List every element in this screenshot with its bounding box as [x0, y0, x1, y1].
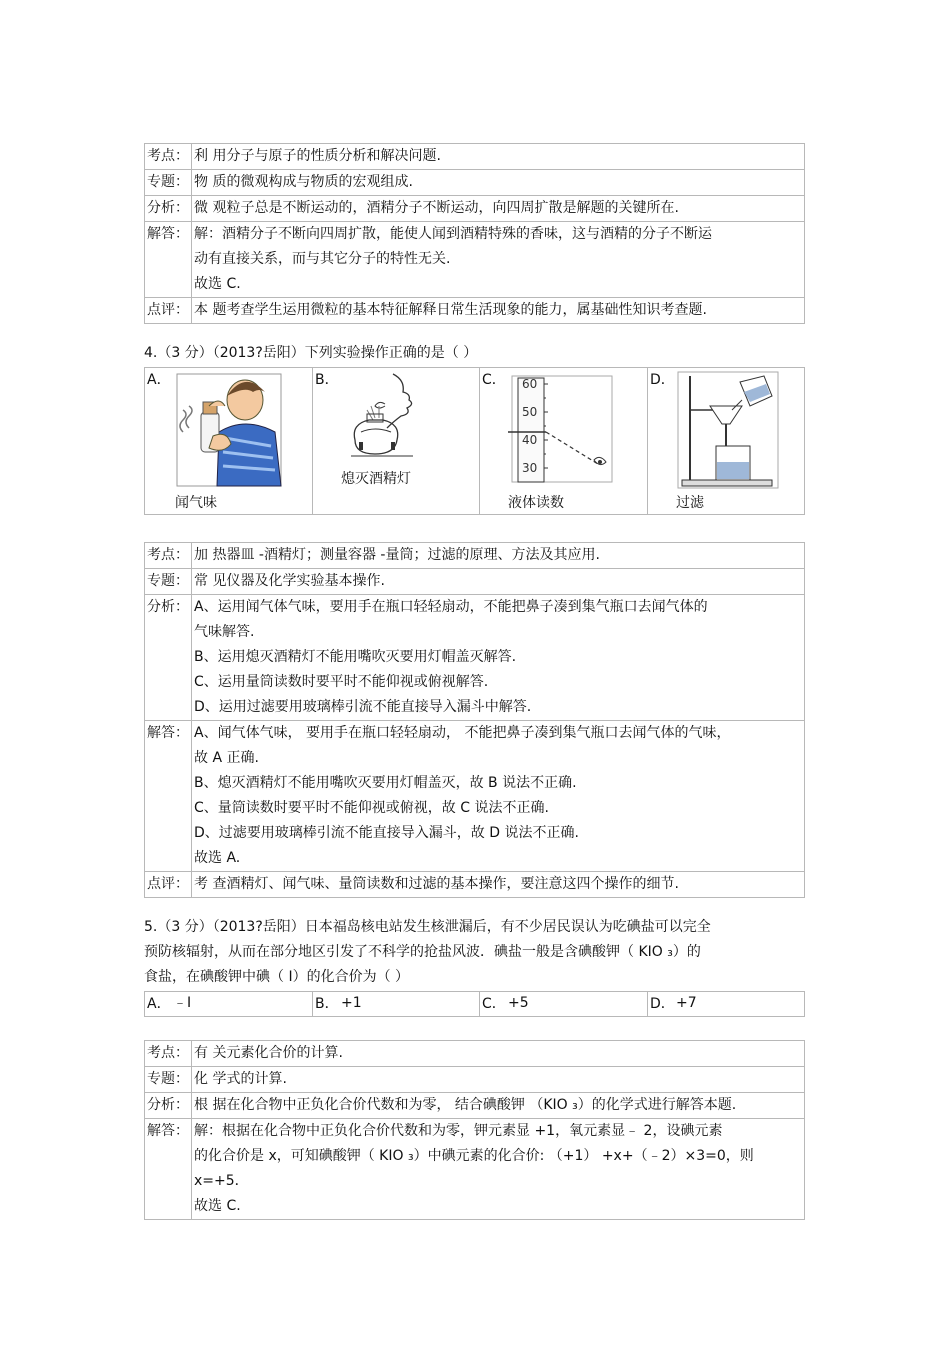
- dianping-text: 考 查酒精灯、闻气味、量筒读数和过滤的基本操作，要注意这四个操作的细节.: [192, 872, 805, 898]
- zhuanti-row: [145, 1067, 805, 1093]
- dianping-row: [145, 298, 805, 324]
- zhuanti-text: 常 见仪器及化学实验基本操作.: [192, 569, 805, 595]
- stem-line: 预防核辐射，从而在部分地区引发了不科学的抢盐风波．碘盐一般是含碘酸钾（ KIO ₃）的: [144, 944, 701, 960]
- tick-label: 50: [522, 405, 538, 419]
- question-5-stem: [144, 915, 711, 990]
- analysis-table-q4: [144, 542, 805, 898]
- option-a-caption: 闻气味: [175, 495, 217, 511]
- kaodian-row: [145, 1041, 805, 1067]
- option-c-letter: C．: [482, 996, 506, 1012]
- zhuanti-text: 物 质的微观构成与物质的宏观组成.: [192, 170, 805, 196]
- fenxi-line: 气味解答.: [194, 624, 255, 640]
- tick-label: 30: [522, 461, 538, 475]
- option-b-value: +1: [341, 995, 362, 1011]
- jieda-line: x=+5．: [194, 1173, 249, 1189]
- jieda-line: 故选 C.: [194, 1198, 241, 1214]
- stem-line: 食盐，在碘酸钾中碘（ I）的化合价为（ ）: [144, 969, 410, 985]
- jieda-line: 故 A 正确.: [194, 750, 259, 766]
- option-d[interactable]: [648, 992, 805, 1017]
- option-c-letter: C．: [482, 372, 506, 388]
- question-4-options: [144, 367, 805, 515]
- kaodian-label: 考点：: [145, 1041, 192, 1067]
- jieda-text: [192, 1119, 805, 1220]
- option-a[interactable]: [145, 992, 313, 1017]
- option-a-letter: A．: [147, 372, 171, 388]
- jieda-text: [192, 222, 805, 298]
- option-b-letter: B．: [315, 372, 339, 388]
- question-4-stem: 4.（3 分）（2013?岳阳）下列实验操作正确的是（ ）: [144, 345, 478, 361]
- fenxi-text: 微 观粒子总是不断运动的，酒精分子不断运动，向四周扩散是解题的关键所在.: [192, 196, 805, 222]
- option-b[interactable]: [313, 368, 480, 515]
- filtration-figure: [676, 370, 780, 490]
- jieda-line: 解：根据在化合物中正负化合价代数和为零，钾元素显 +1，氧元素显﹣ 2，设碘元素: [194, 1123, 723, 1139]
- option-d[interactable]: [648, 368, 805, 515]
- fenxi-label: 分析：: [145, 1093, 192, 1119]
- jieda-line: C、量筒读数时要平时不能仰视或俯视，故 C 说法不正确.: [194, 800, 549, 816]
- kaodian-label: 考点：: [145, 543, 192, 569]
- option-d-letter: D．: [650, 996, 675, 1012]
- jieda-text: [192, 721, 805, 872]
- analysis-table-q5: [144, 1040, 805, 1220]
- dianping-row: [145, 872, 805, 898]
- kaodian-text: 加 热器皿 -酒精灯；测量容器 -量筒；过滤的原理、方法及其应用.: [192, 543, 805, 569]
- jieda-row: [145, 222, 805, 298]
- tick-label: 40: [522, 433, 538, 447]
- question-5-options: [144, 991, 805, 1017]
- zhuanti-text: 化 学式的计算.: [192, 1067, 805, 1093]
- fenxi-line: A、运用闻气体气味，要用手在瓶口轻轻扇动，不能把鼻子凑到集气瓶口去闻气体的: [194, 599, 708, 615]
- jieda-line: 故选 C.: [194, 276, 241, 292]
- fenxi-line: D、运用过滤要用玻璃棒引流不能直接导入漏斗中解答.: [194, 699, 532, 715]
- option-d-caption: 过滤: [676, 495, 704, 511]
- jieda-line: A、闻气体气味， 要用手在瓶口轻轻扇动， 不能把鼻子凑到集气瓶口去闻气体的气味，: [194, 725, 731, 741]
- option-c[interactable]: [480, 368, 648, 515]
- kaodian-label: 考点：: [145, 144, 192, 170]
- zhuanti-row: [145, 569, 805, 595]
- option-a-value: ﹣I: [173, 995, 192, 1011]
- option-b[interactable]: [313, 992, 480, 1017]
- fenxi-line: B、运用熄灭酒精灯不能用嘴吹灭要用灯帽盖灭解答.: [194, 649, 517, 665]
- fenxi-text: [192, 595, 805, 721]
- option-c-caption: 液体读数: [508, 495, 564, 511]
- tick-label: 60: [522, 377, 538, 391]
- option-b-caption: 熄灭酒精灯: [341, 471, 411, 487]
- fenxi-row: [145, 595, 805, 721]
- zhuanti-label: 专题：: [145, 170, 192, 196]
- kaodian-text: 有 关元素化合价的计算.: [192, 1041, 805, 1067]
- graduated-cylinder-figure: [508, 374, 616, 484]
- alcohol-lamp-figure: [341, 370, 425, 468]
- option-c[interactable]: [480, 992, 648, 1017]
- jieda-label: 解答：: [145, 1119, 192, 1220]
- jieda-label: 解答：: [145, 222, 192, 298]
- stem-line: 5.（3 分）（2013?岳阳）日本福岛核电站发生核泄漏后，有不少居民误认为吃碘盐可以完全: [144, 919, 711, 935]
- jieda-line: D、过滤要用玻璃棒引流不能直接导入漏斗，故 D 说法不正确.: [194, 825, 579, 841]
- jieda-line: 动有直接关系，而与其它分子的特性无关.: [194, 251, 451, 267]
- zhuanti-label: 专题：: [145, 1067, 192, 1093]
- analysis-table-q3: [144, 143, 805, 324]
- option-a-letter: A．: [147, 996, 171, 1012]
- fenxi-text: 根 据在化合物中正负化合价代数和为零， 结合碘酸钾 （KIO ₃）的化学式进行解答本题.: [192, 1093, 805, 1119]
- fenxi-row: [145, 1093, 805, 1119]
- jieda-line: 解：酒精分子不断向四周扩散，能使人闻到酒精特殊的香味，这与酒精的分子不断运: [194, 226, 712, 242]
- zhuanti-row: [145, 170, 805, 196]
- fenxi-row: [145, 196, 805, 222]
- option-d-letter: D．: [650, 372, 675, 388]
- fenxi-label: 分析：: [145, 595, 192, 721]
- kaodian-row: [145, 543, 805, 569]
- option-d-value: +7: [676, 995, 697, 1011]
- fenxi-line: C、运用量筒读数时要平时不能仰视或俯视解答.: [194, 674, 489, 690]
- jieda-row: [145, 721, 805, 872]
- dianping-label: 点评：: [145, 872, 192, 898]
- jieda-line: 故选 A.: [194, 850, 241, 866]
- option-c-value: +5: [508, 995, 529, 1011]
- option-b-letter: B．: [315, 996, 339, 1012]
- jieda-line: 的化合价是 x，可知碘酸钾（ KIO ₃）中碘元素的化合价: （+1） +x+（﹣2）×3=0，则: [194, 1148, 754, 1164]
- person-smelling-figure: [175, 372, 285, 490]
- dianping-text: 本 题考查学生运用微粒的基本特征解释日常生活现象的能力，属基础性知识考查题.: [192, 298, 805, 324]
- jieda-label: 解答：: [145, 721, 192, 872]
- fenxi-label: 分析：: [145, 196, 192, 222]
- jieda-line: B、熄灭酒精灯不能用嘴吹灭要用灯帽盖灭，故 B 说法不正确.: [194, 775, 577, 791]
- zhuanti-label: 专题：: [145, 569, 192, 595]
- option-a[interactable]: [145, 368, 313, 515]
- dianping-label: 点评：: [145, 298, 192, 324]
- kaodian-row: [145, 144, 805, 170]
- jieda-row: [145, 1119, 805, 1220]
- kaodian-text: 利 用分子与原子的性质分析和解决问题.: [192, 144, 805, 170]
